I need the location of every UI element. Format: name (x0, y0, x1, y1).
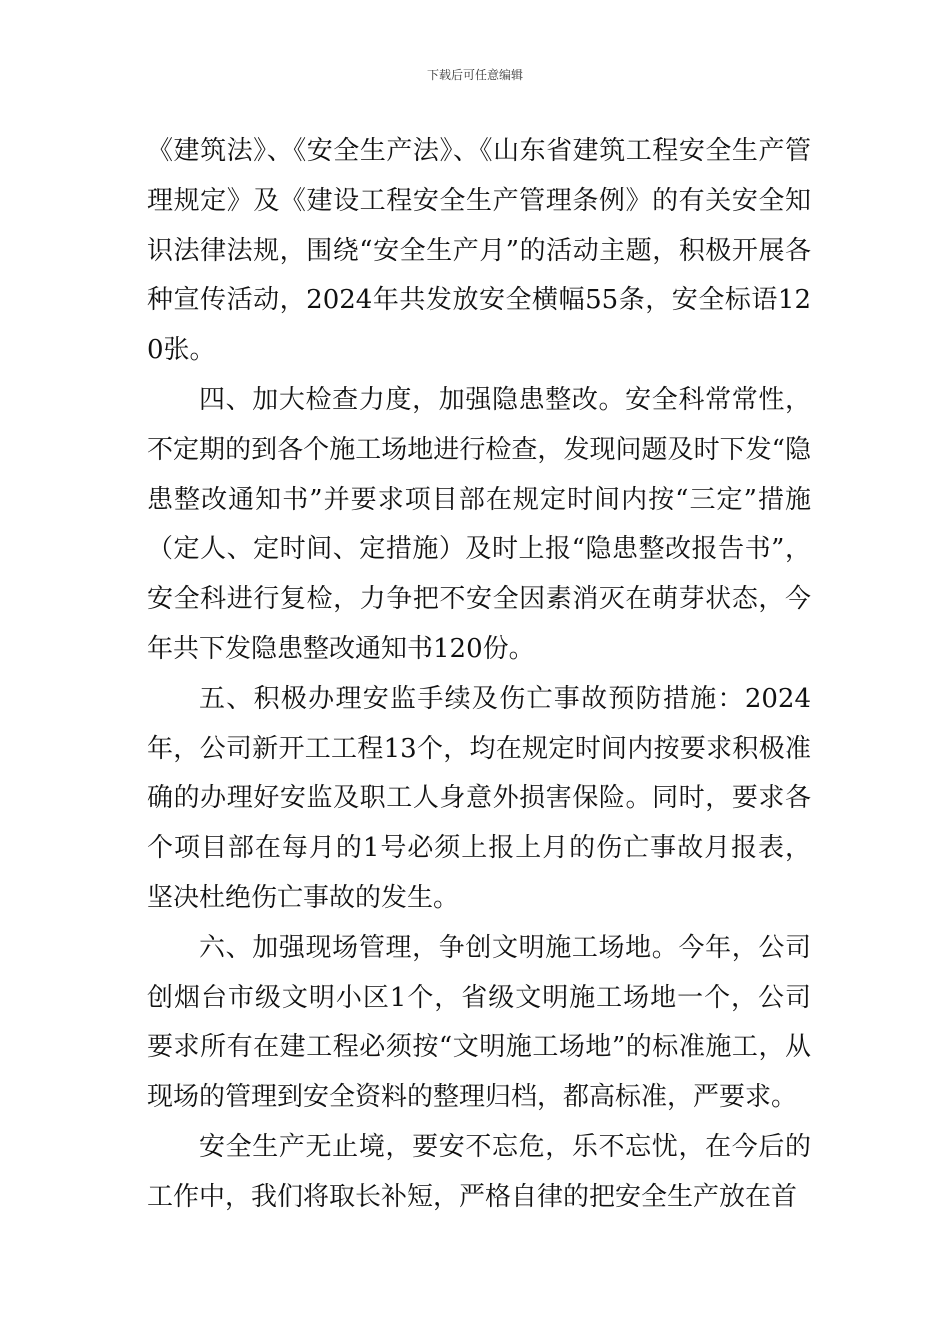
paragraph-continued: 《建筑法》、《安全生产法》、《山东省建筑工程安全生产管理规定》及《建设工程安全生产管理条例》的有关安全知识法律法规，围绕“安全生产月”的活动主题，积极开展各种宣传活动，2024年共发放安全横幅55条，安全标语120张。 (147, 136, 811, 366)
page-header-note: 下载后可任意编辑 (426, 68, 523, 82)
paragraph-inspection: 四、加大检查力度，加强隐患整改。安全科常常性，不定期的到各个施工场地进行检查，发现问题及时下发“隐患整改通知书”并要求项目部在规定时间内按“三定”措施（定人、定时间、定措施）及时上报“隐患整改报告书”，安全科进行复检，力争把不安全因素消灭在萌芽状态，今年共下发隐患整改通知书120份。 (147, 384, 811, 664)
paragraph-conclusion: 安全生产无止境，要安不忘危，乐不忘忧，在今后的工作中，我们将取长补短，严格自律的把安全生产放在首 (147, 1131, 811, 1212)
document-body (147, 127, 811, 1223)
paragraph-site-management: 六、加强现场管理，争创文明施工场地。今年，公司创烟台市级文明小区1个，省级文明施工场地一个，公司要求所有在建工程必须按“文明施工场地”的标准施工，从现场的管理到安全资料的整理归档，都高标准，严要求。 (147, 932, 811, 1113)
paragraph-safety-procedures: 五、积极办理安监手续及伤亡事故预防措施：2024年，公司新开工工程13个，均在规定时间内按要求积极准确的办理好安监及职工人身意外损害保险。同时，要求各个项目部在每月的1号必须上报上月的伤亡事故月报表，坚决杜绝伤亡事故的发生。 (147, 683, 811, 913)
